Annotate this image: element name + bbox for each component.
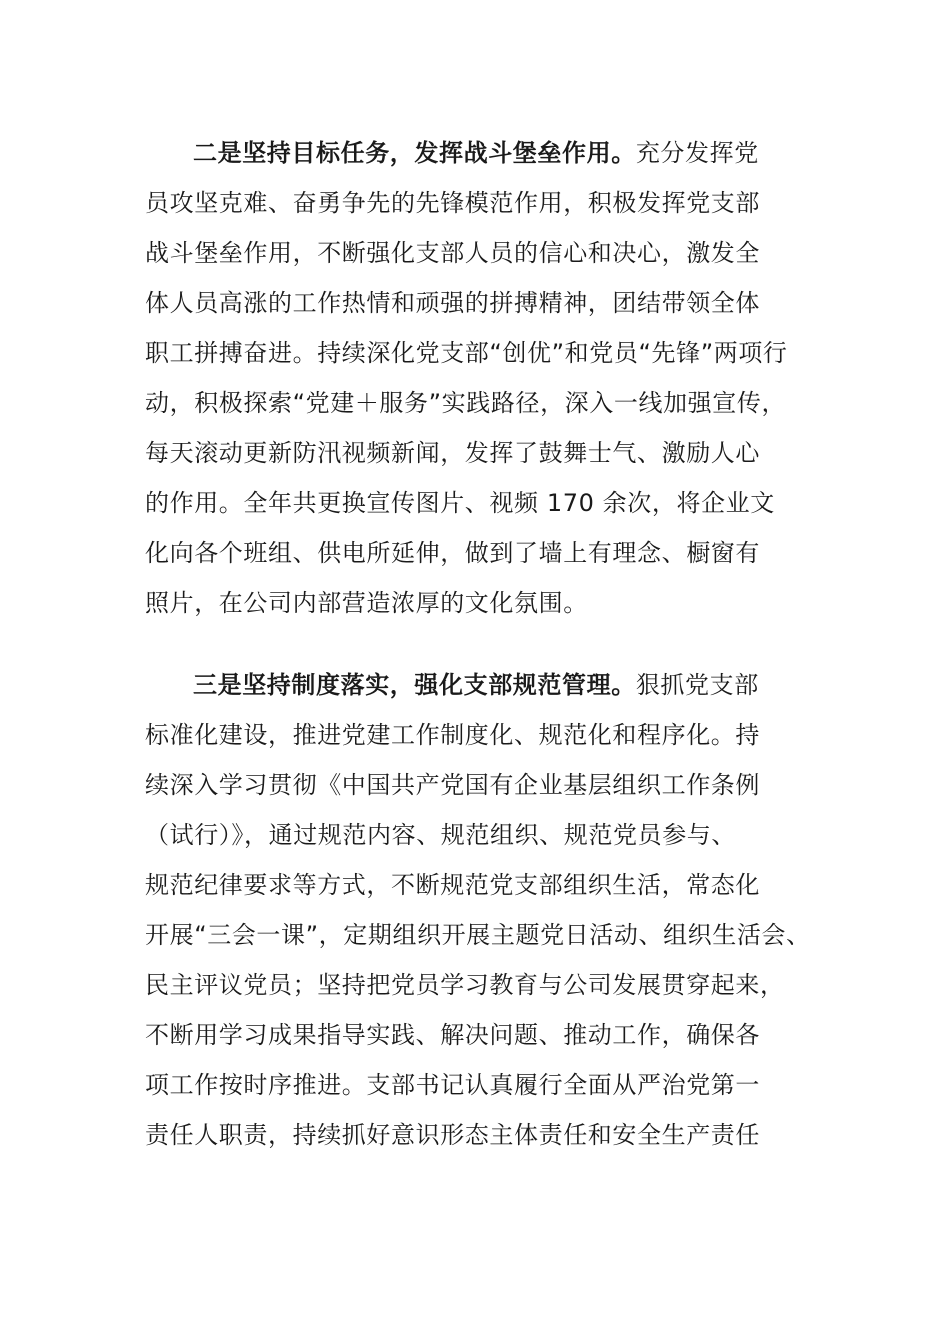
paragraph-line: 照片，在公司内部营造浓厚的文化氛围。	[145, 589, 588, 617]
paragraph-line: 的作用。全年共更换宣传图片、视频 170 余次，将企业文	[145, 489, 775, 517]
paragraph-line: 动，积极探索“党建＋服务”实践路径，深入一线加强宣传，	[145, 389, 787, 417]
paragraph-line: 责任人职责，持续抓好意识形态主体责任和安全生产责任	[145, 1121, 760, 1149]
paragraph-line: 续深入学习贯彻《中国共产党国有企业基层组织工作条例	[145, 771, 760, 799]
paragraph-line: （试行）》，通过规范内容、规范组织、规范党员参与、	[145, 821, 736, 849]
paragraph-lead-heading: 三是坚持制度落实，强化支部规范管理。	[193, 671, 636, 699]
paragraph-goal-tasks	[145, 128, 825, 628]
paragraph-line: 体人员高涨的工作热情和顽强的拼搏精神，团结带领全体	[145, 289, 760, 317]
paragraph-lead-heading: 二是坚持目标任务，发挥战斗堡垒作用。	[193, 139, 636, 167]
paragraph-line: 开展“三会一课”，定期组织开展主题党日活动、组织生活会、	[145, 921, 811, 949]
paragraph-line: 员攻坚克难、奋勇争先的先锋模范作用，积极发挥党支部	[145, 189, 760, 217]
paragraph-first-line	[145, 128, 825, 178]
paragraph-line: 民主评议党员；坚持把党员学习教育与公司发展贯穿起来，	[145, 971, 785, 999]
paragraph-line: 规范纪律要求等方式，不断规范党支部组织生活，常态化	[145, 871, 760, 899]
paragraph-line: 化向各个班组、供电所延伸，做到了墙上有理念、橱窗有	[145, 539, 760, 567]
paragraph-system-implementation	[145, 660, 825, 1160]
paragraph-line: 职工拼搏奋进。持续深化党支部“创优”和党员“先锋”两项行	[145, 339, 788, 367]
paragraph-line: 每天滚动更新防汛视频新闻，发挥了鼓舞士气、激励人心	[145, 439, 760, 467]
paragraph-line: 战斗堡垒作用，不断强化支部人员的信心和决心，激发全	[145, 239, 760, 267]
paragraph-line: 项工作按时序推进。支部书记认真履行全面从严治党第一	[145, 1071, 760, 1099]
paragraph-first-line	[145, 660, 825, 710]
paragraph-text: 狠抓党支部	[635, 671, 759, 699]
paragraph-text: 充分发挥党	[635, 139, 759, 167]
paragraph-line: 不断用学习成果指导实践、解决问题、推动工作，确保各	[145, 1021, 760, 1049]
paragraph-line: 标准化建设，推进党建工作制度化、规范化和程序化。持	[145, 721, 760, 749]
